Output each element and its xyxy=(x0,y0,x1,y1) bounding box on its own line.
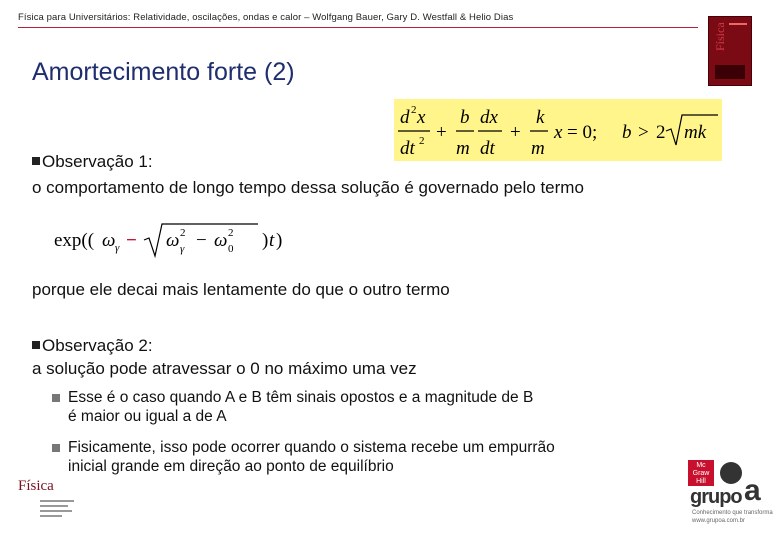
exponential-graphic xyxy=(52,218,292,262)
seal-icon xyxy=(720,462,742,484)
fisica-logo: Física xyxy=(18,478,54,494)
svg-text:γ: γ xyxy=(115,242,120,254)
svg-text:2: 2 xyxy=(419,135,425,147)
svg-text:): ) xyxy=(276,230,283,251)
bullet-square-icon xyxy=(32,341,40,349)
observation-1-text: o comportamento de longo tempo dessa solução é governado pelo termo xyxy=(32,178,584,197)
observation-2-label: Observação 2: xyxy=(42,336,153,355)
svg-text:mk: mk xyxy=(684,122,707,143)
book-cover-image xyxy=(708,16,752,86)
slide-title: Amortecimento forte (2) xyxy=(32,58,295,86)
bullet-item-1-line-1: Esse é o caso quando A e B têm sinais opostos e a magnitude de B xyxy=(68,389,534,406)
svg-text:dx: dx xyxy=(480,107,498,128)
svg-text:b: b xyxy=(460,107,470,128)
observation-1-followup: porque ele decai mais lentamente do que o outro termo xyxy=(32,280,450,299)
mcgraw-hill-logo: Mc Graw Hill xyxy=(688,460,714,486)
svg-text:>: > xyxy=(638,122,649,143)
svg-text:m: m xyxy=(531,138,545,159)
svg-text:2: 2 xyxy=(228,227,234,239)
observation-1-heading xyxy=(32,152,153,172)
observation-1-label: Observação 1: xyxy=(42,152,153,171)
svg-text:ω: ω xyxy=(102,230,116,251)
svg-text:−: − xyxy=(126,230,137,251)
grupo-wordmark: grupo xyxy=(690,486,742,508)
svg-text:k: k xyxy=(536,107,545,128)
header-rule xyxy=(18,27,698,28)
svg-text:2: 2 xyxy=(411,104,417,116)
svg-text:x: x xyxy=(417,107,426,128)
svg-text:= 0;: = 0; xyxy=(567,122,598,143)
book-header: Física para Universitários: Relatividade, oscilações, ondas e calor – Wolfgang Bauer, Gary D. Westfall & Helio Dias xyxy=(18,12,514,23)
fisica-logo-subtext xyxy=(40,500,80,520)
svg-text:x: x xyxy=(554,122,563,143)
observation-2-heading xyxy=(32,336,153,356)
cover-stripe xyxy=(729,23,747,25)
publisher-logo xyxy=(688,460,773,530)
bullet-item-2-line-2: inicial grande em direção ao ponto de equilíbrio xyxy=(68,458,394,475)
svg-text:ω: ω xyxy=(166,230,180,251)
svg-text:dt: dt xyxy=(400,138,415,159)
cover-band xyxy=(715,65,745,79)
svg-text:2: 2 xyxy=(180,227,186,239)
svg-text:ω: ω xyxy=(214,230,228,251)
svg-text:+: + xyxy=(510,122,521,143)
svg-text:b: b xyxy=(622,122,632,143)
svg-text:2: 2 xyxy=(656,122,666,143)
svg-text:t: t xyxy=(269,230,275,251)
sub-bullet-icon xyxy=(52,444,60,452)
svg-text:m: m xyxy=(456,138,470,159)
sub-bullet-icon xyxy=(52,394,60,402)
svg-text:dt: dt xyxy=(480,138,495,159)
svg-text:exp((: exp(( xyxy=(54,230,95,251)
svg-text:γ: γ xyxy=(180,243,185,255)
svg-text:d: d xyxy=(400,107,410,128)
publisher-tagline: Conhecimento que transforma xyxy=(692,510,773,516)
cover-title: Física xyxy=(713,22,727,51)
observation-2-text: a solução pode atravessar o 0 no máximo uma vez xyxy=(32,359,417,378)
equation-graphic xyxy=(394,99,722,161)
svg-text:0: 0 xyxy=(228,243,234,255)
svg-text:−: − xyxy=(196,230,207,251)
equation-box xyxy=(394,99,722,161)
exponential-expression xyxy=(52,218,292,262)
bullet-square-icon xyxy=(32,157,40,165)
grupo-a-letter: a xyxy=(744,474,761,507)
svg-text:): ) xyxy=(262,230,269,251)
svg-text:+: + xyxy=(436,122,447,143)
bullet-item-2-line-1: Fisicamente, isso pode ocorrer quando o sistema recebe um empurrão xyxy=(68,439,555,456)
bullet-item-1 xyxy=(68,388,533,426)
publisher-url: www.grupoa.com.br xyxy=(692,518,746,524)
bullet-item-2 xyxy=(68,438,555,476)
bullet-item-1-line-2: é maior ou igual a de A xyxy=(68,408,227,425)
